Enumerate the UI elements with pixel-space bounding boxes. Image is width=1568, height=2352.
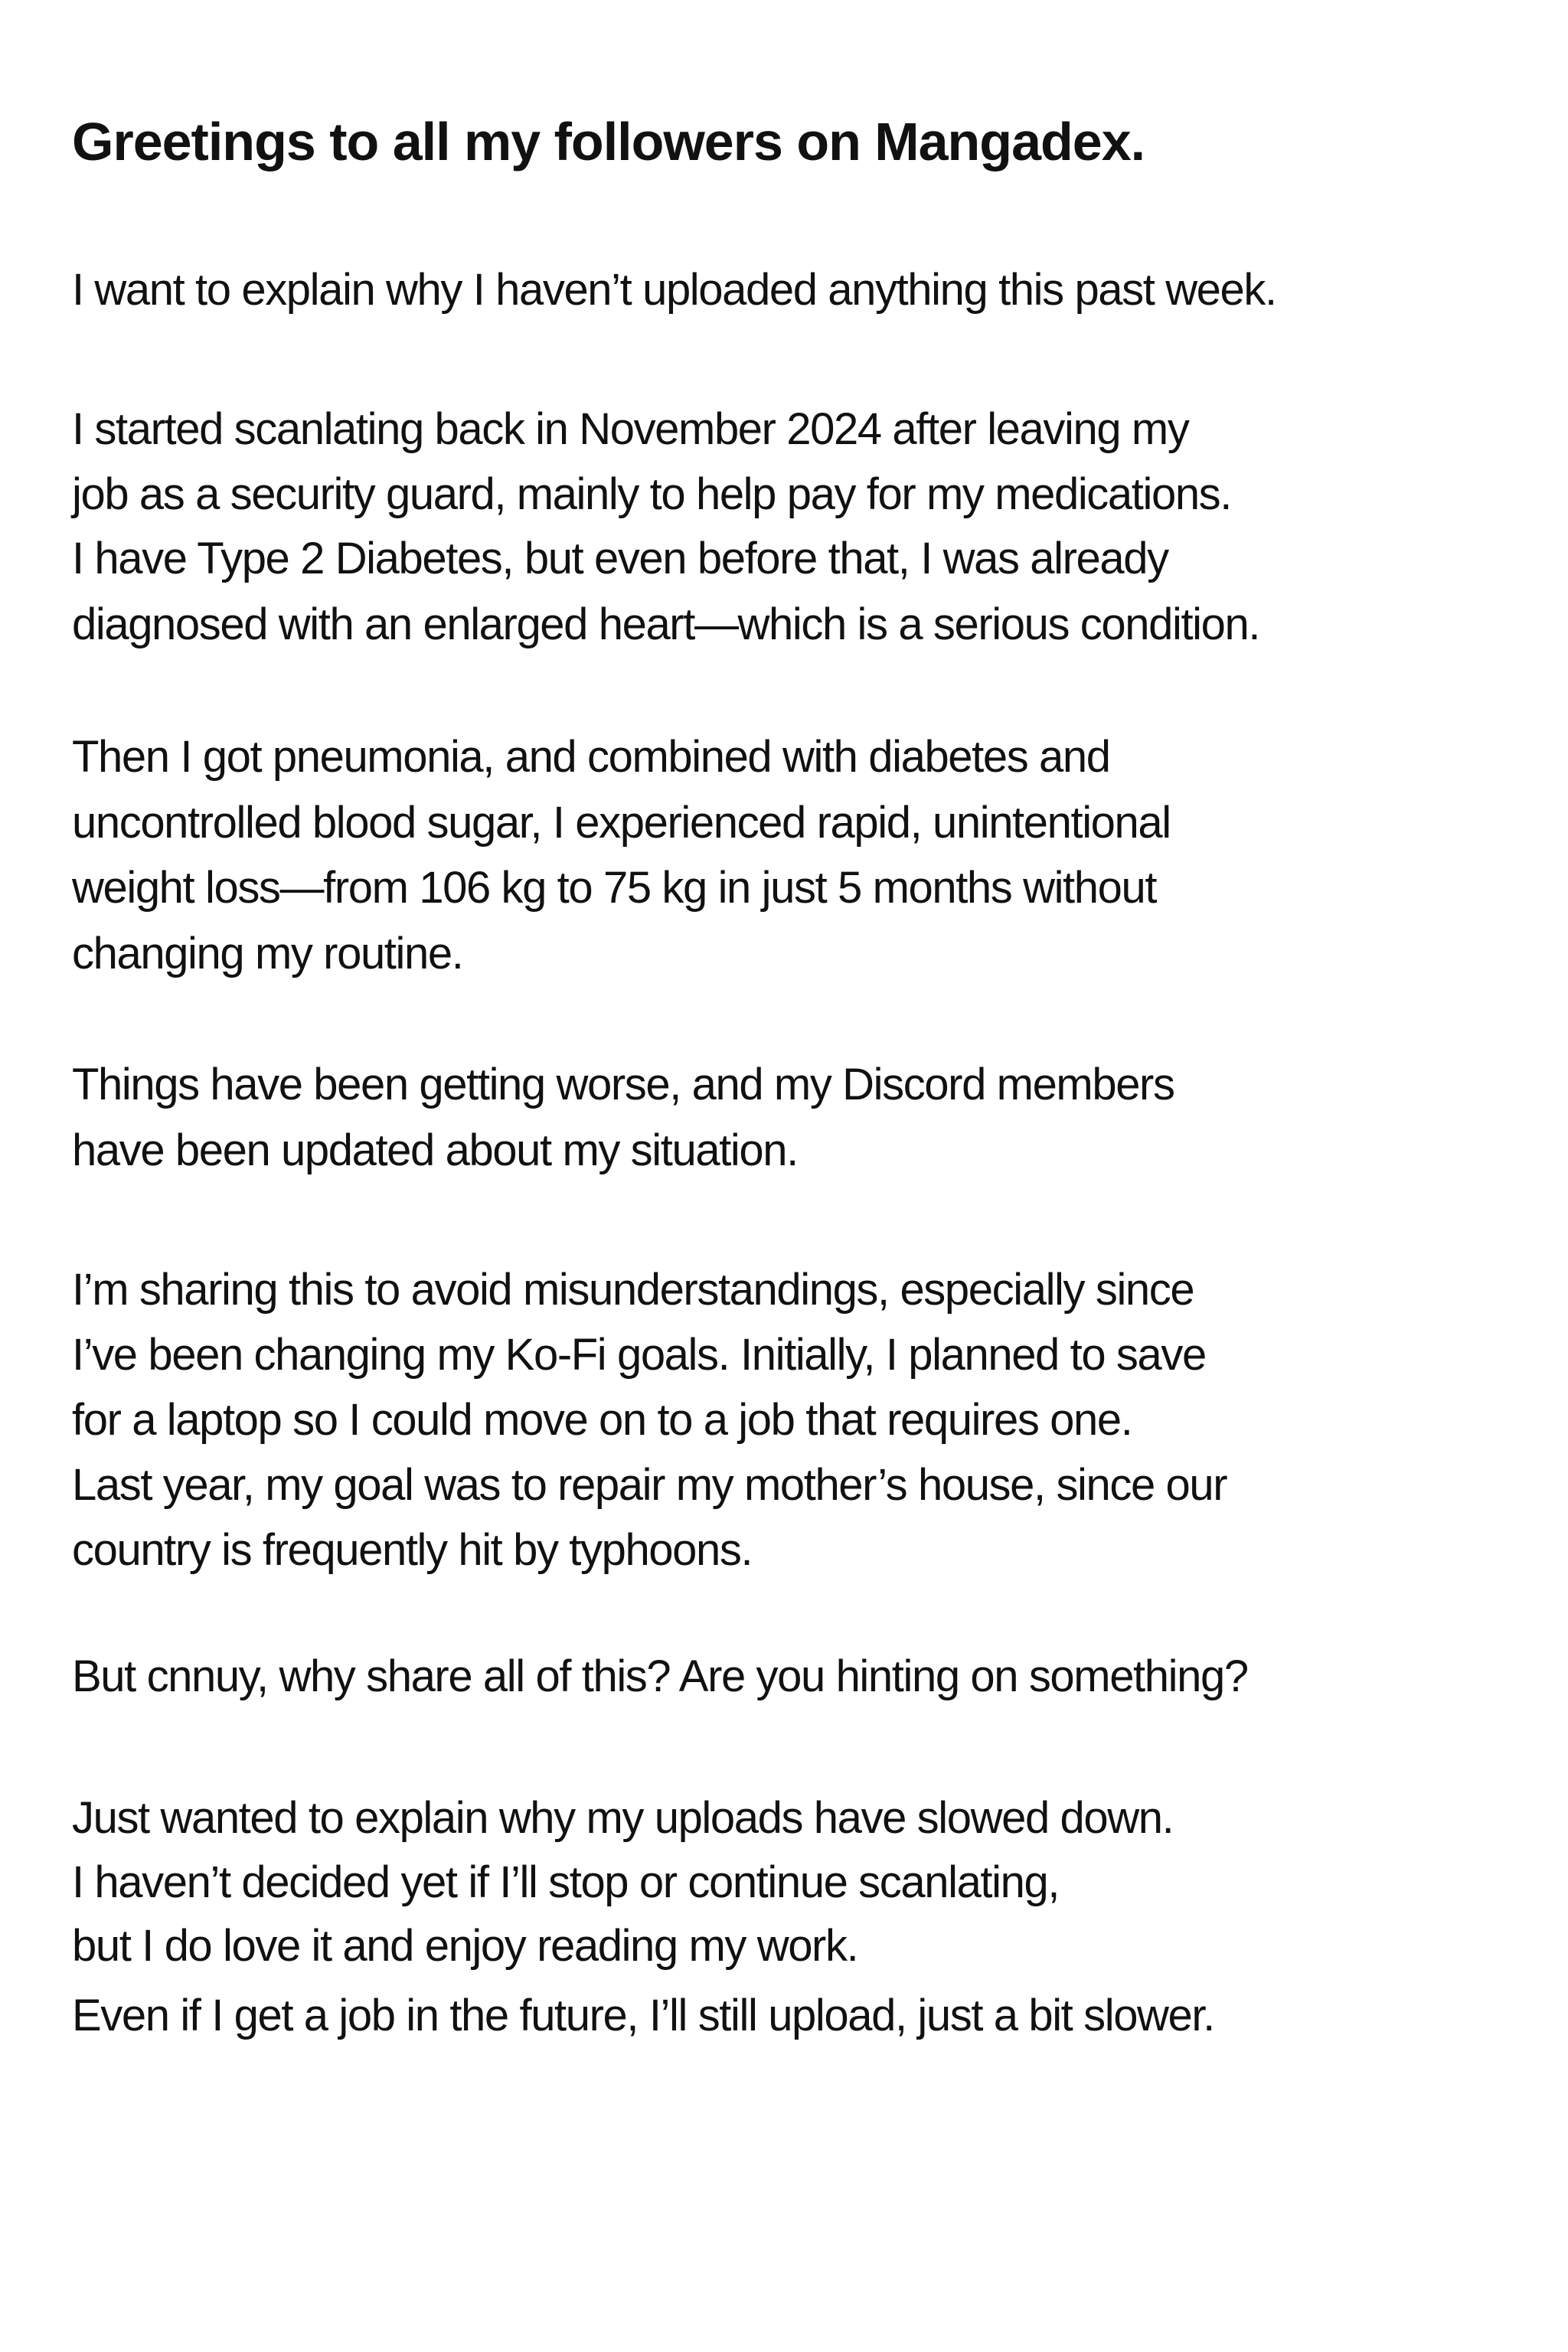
paragraph-line: but I do love it and enjoy reading my work. — [72, 1921, 858, 1971]
paragraph-line: I started scanlating back in November 2024 after leaving my — [72, 404, 1189, 454]
paragraph-line: Even if I get a job in the future, I’ll still upload, just a bit slower. — [72, 1991, 1214, 2040]
page-title: Greetings to all my followers on Mangadex. — [72, 112, 1145, 172]
paragraph-line: Then I got pneumonia, and combined with diabetes and — [72, 732, 1110, 782]
paragraph-line: weight loss—from 106 kg to 75 kg in just 5 months without — [72, 863, 1157, 913]
paragraph-line: I want to explain why I haven’t uploaded anything this past week. — [72, 265, 1276, 315]
paragraph-line: changing my routine. — [72, 929, 463, 978]
paragraph-line: for a laptop so I could move on to a job that requires one. — [72, 1395, 1132, 1445]
paragraph-line: have been updated about my situation. — [72, 1125, 798, 1175]
paragraph-line: I’ve been changing my Ko-Fi goals. Initially, I planned to save — [72, 1330, 1206, 1380]
paragraph-line: country is frequently hit by typhoons. — [72, 1525, 753, 1575]
paragraph-line: Things have been getting worse, and my Discord members — [72, 1060, 1174, 1109]
paragraph-line: diagnosed with an enlarged heart—which is a serious condition. — [72, 599, 1260, 649]
paragraph-line: I’m sharing this to avoid misunderstandings, especially since — [72, 1265, 1194, 1315]
paragraph-line: Just wanted to explain why my uploads have slowed down. — [72, 1793, 1174, 1843]
paragraph-line: job as a security guard, mainly to help pay for my medications. — [72, 469, 1231, 519]
paragraph-line: I have Type 2 Diabetes, but even before that, I was already — [72, 534, 1168, 583]
paragraph-line: Last year, my goal was to repair my mother’s house, since our — [72, 1460, 1227, 1510]
paragraph-line: uncontrolled blood sugar, I experienced rapid, unintentional — [72, 798, 1171, 848]
paragraph-line: I haven’t decided yet if I’ll stop or continue scanlating, — [72, 1857, 1060, 1907]
paragraph-line: But cnnuy, why share all of this? Are you hinting on something? — [72, 1651, 1248, 1701]
